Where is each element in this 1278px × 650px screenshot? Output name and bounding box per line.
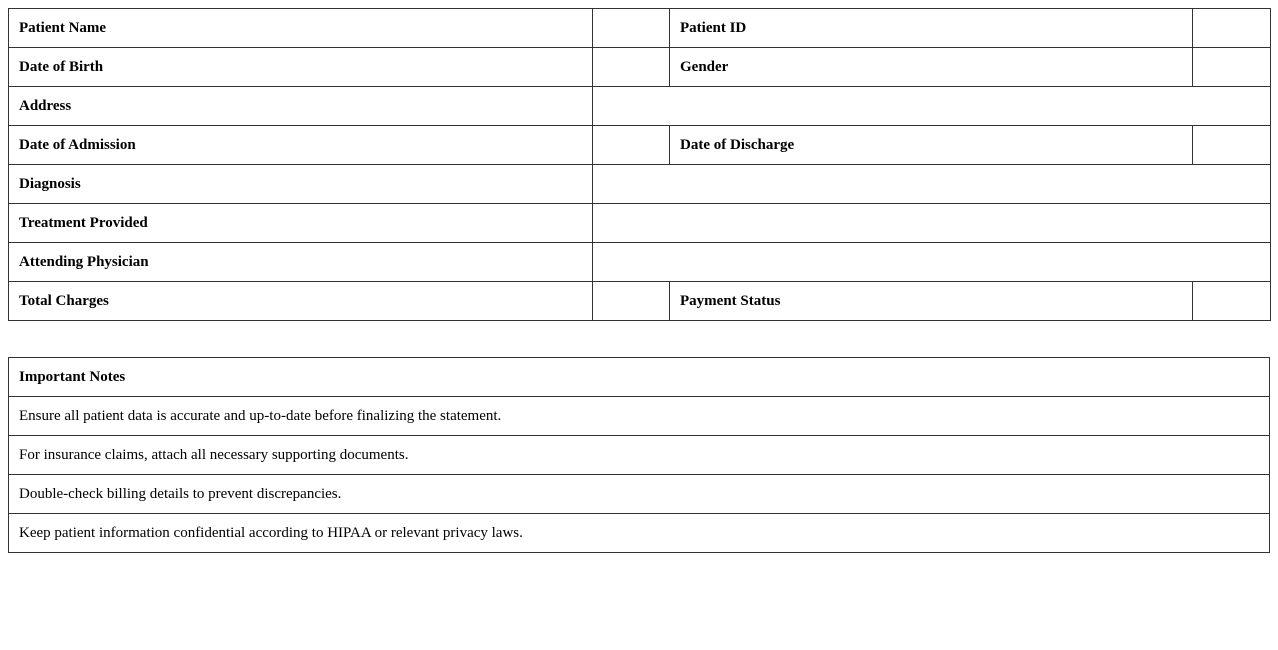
list-item <box>9 514 1270 553</box>
table-row <box>9 243 1271 282</box>
table-row <box>9 204 1271 243</box>
total-charges-label: Total Charges <box>9 282 593 321</box>
treatment-provided-value[interactable] <box>593 204 1271 243</box>
treatment-provided-label: Treatment Provided <box>9 204 593 243</box>
patient-id-label: Patient ID <box>670 9 1193 48</box>
date-of-discharge-label: Date of Discharge <box>670 126 1193 165</box>
table-row <box>9 87 1271 126</box>
date-of-admission-value[interactable] <box>593 126 670 165</box>
table-row <box>9 282 1271 321</box>
date-of-birth-value[interactable] <box>593 48 670 87</box>
gender-label: Gender <box>670 48 1193 87</box>
important-notes-table <box>8 357 1270 553</box>
gender-value[interactable] <box>1193 48 1271 87</box>
table-row <box>9 358 1270 397</box>
date-of-admission-label: Date of Admission <box>9 126 593 165</box>
note-text: Ensure all patient data is accurate and up-to-date before finalizing the statement. <box>9 397 1270 436</box>
diagnosis-value[interactable] <box>593 165 1271 204</box>
table-row <box>9 126 1271 165</box>
total-charges-value[interactable] <box>593 282 670 321</box>
note-text: Double-check billing details to prevent discrepancies. <box>9 475 1270 514</box>
address-value[interactable] <box>593 87 1271 126</box>
table-row <box>9 48 1271 87</box>
date-of-birth-label: Date of Birth <box>9 48 593 87</box>
attending-physician-label: Attending Physician <box>9 243 593 282</box>
table-row <box>9 9 1271 48</box>
note-text: Keep patient information confidential according to HIPAA or relevant privacy laws. <box>9 514 1270 553</box>
diagnosis-label: Diagnosis <box>9 165 593 204</box>
list-item <box>9 397 1270 436</box>
attending-physician-value[interactable] <box>593 243 1271 282</box>
list-item <box>9 436 1270 475</box>
patient-info-table <box>8 8 1271 321</box>
address-label: Address <box>9 87 593 126</box>
notes-heading: Important Notes <box>9 358 1270 397</box>
payment-status-label: Payment Status <box>670 282 1193 321</box>
patient-id-value[interactable] <box>1193 9 1271 48</box>
list-item <box>9 475 1270 514</box>
payment-status-value[interactable] <box>1193 282 1271 321</box>
patient-name-label: Patient Name <box>9 9 593 48</box>
patient-name-value[interactable] <box>593 9 670 48</box>
table-row <box>9 165 1271 204</box>
note-text: For insurance claims, attach all necessary supporting documents. <box>9 436 1270 475</box>
date-of-discharge-value[interactable] <box>1193 126 1271 165</box>
